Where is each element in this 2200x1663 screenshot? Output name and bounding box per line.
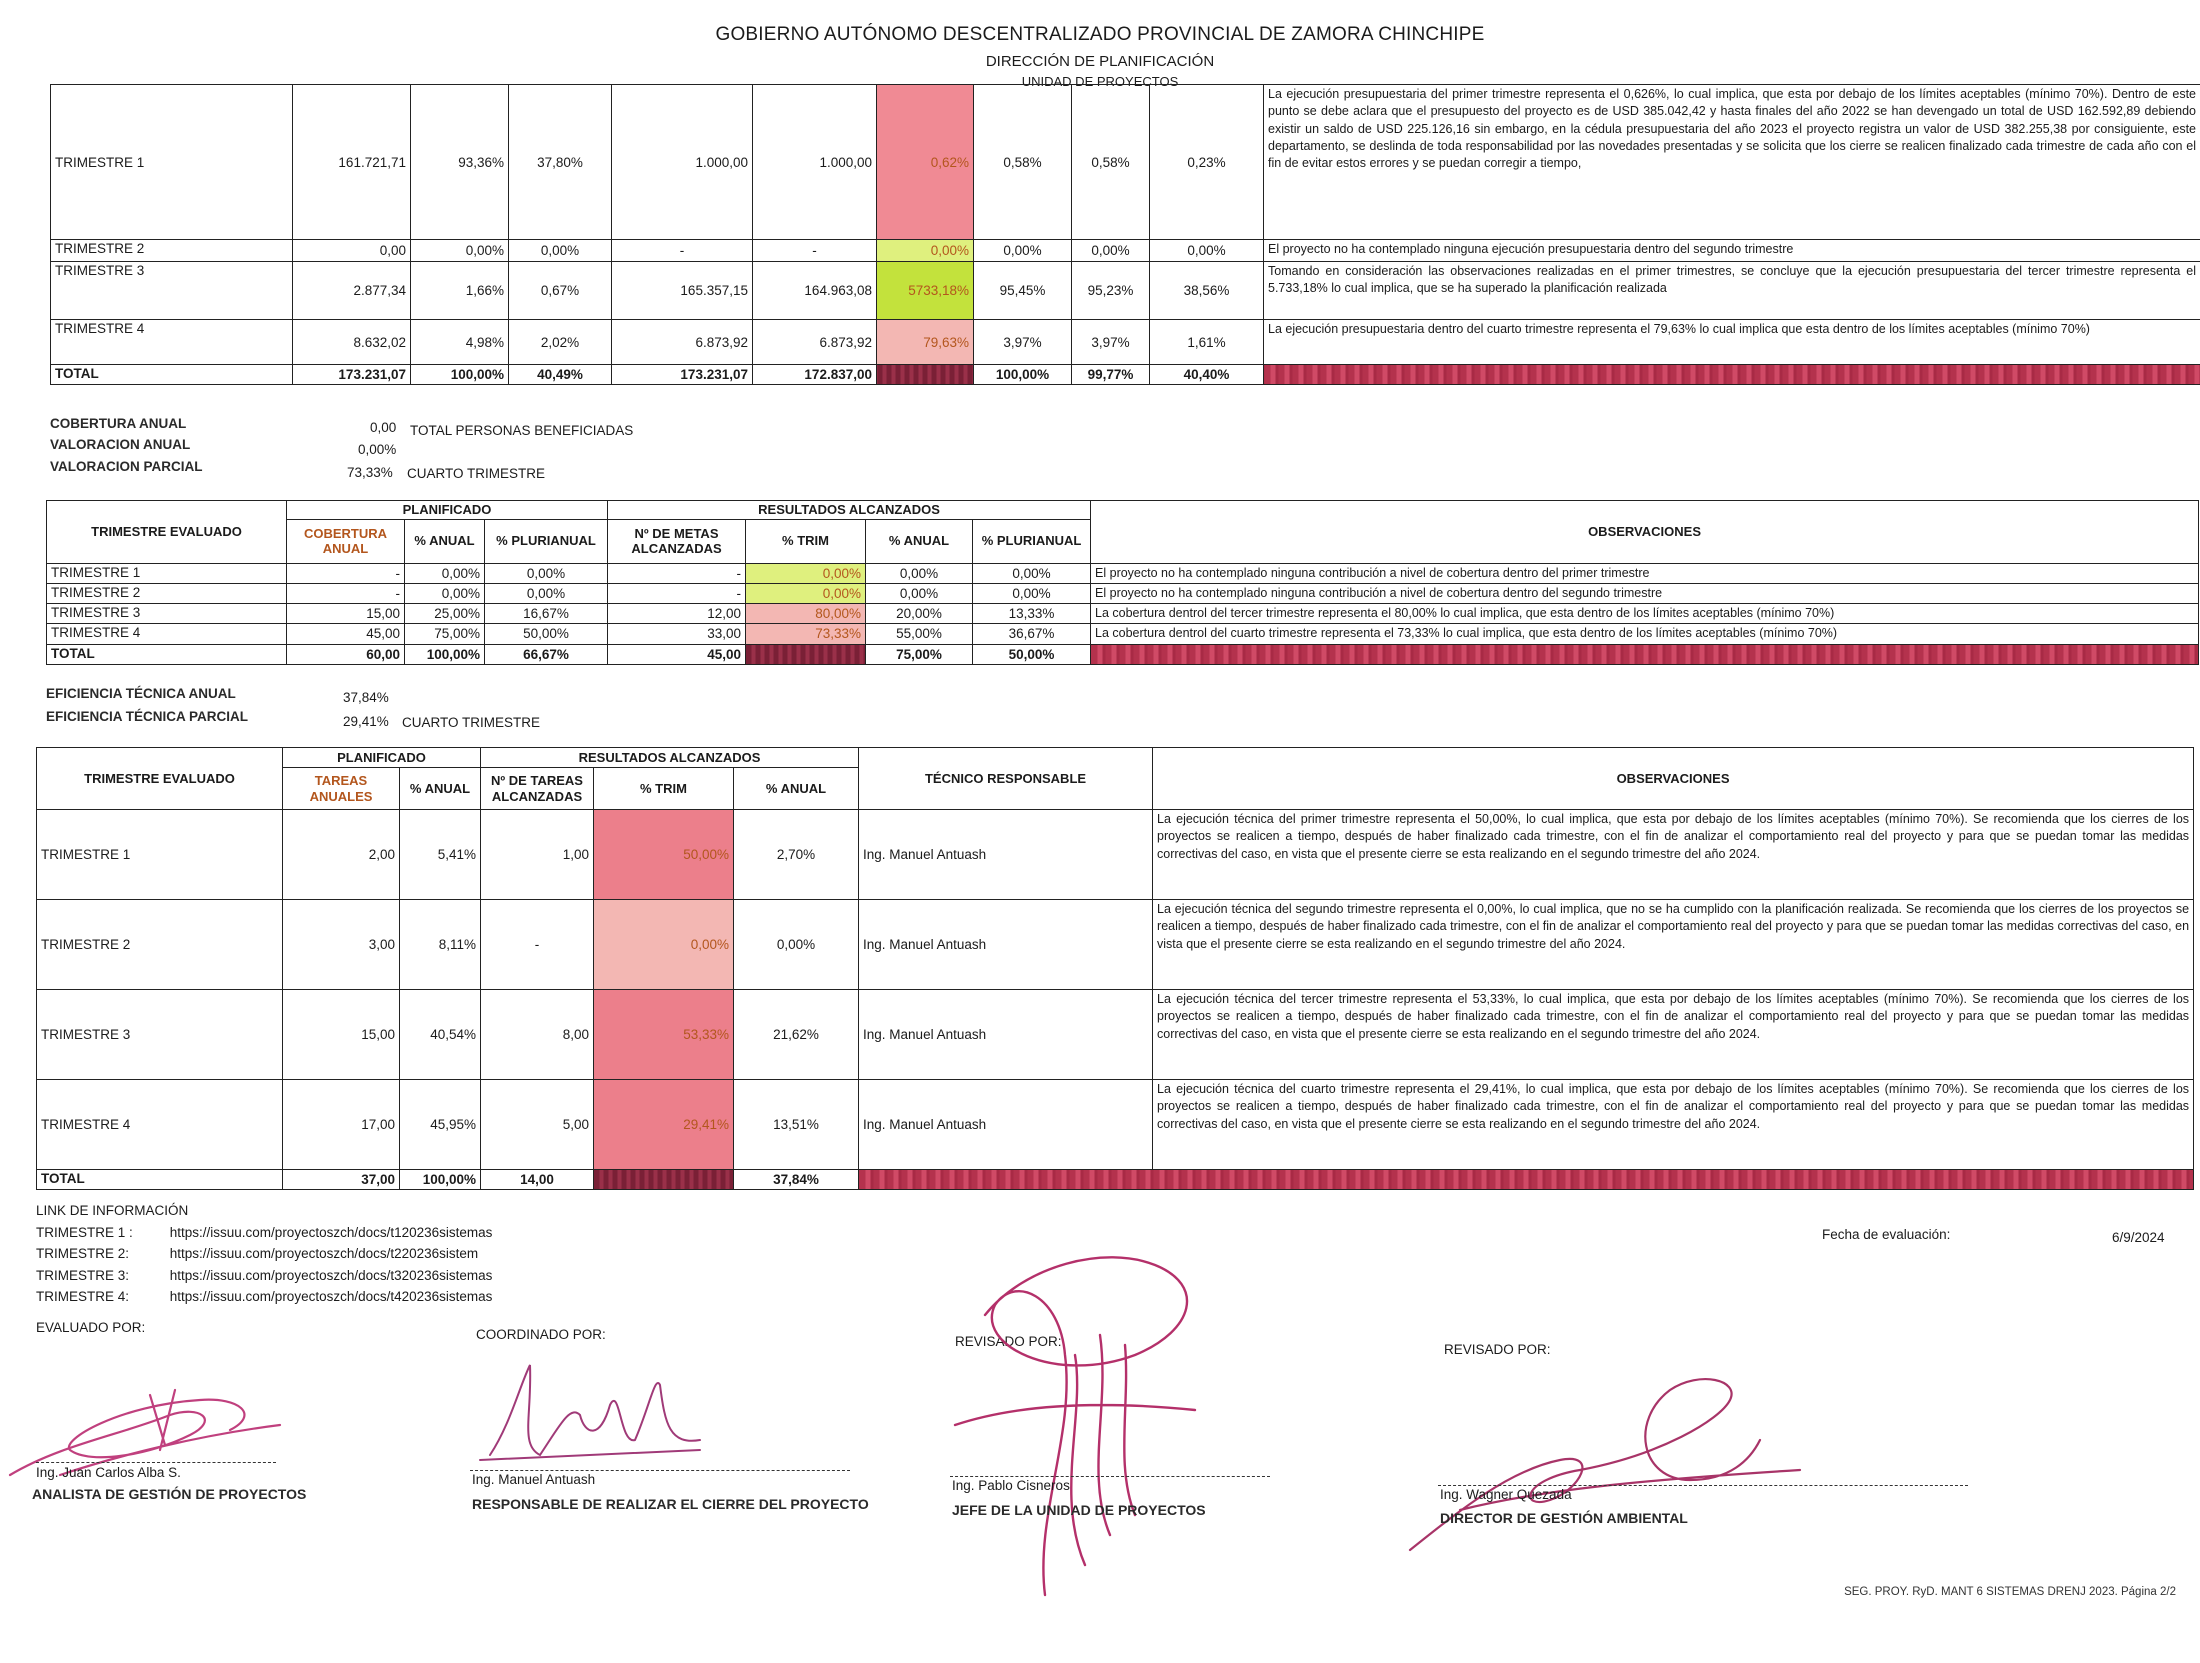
row-label: TRIMESTRE 4 [51, 320, 293, 365]
table-row [37, 810, 2194, 900]
cell: 0,00% [509, 240, 612, 262]
link-row [36, 1286, 492, 1308]
table-row [47, 624, 2199, 644]
page-title: GOBIERNO AUTÓNOMO DESCENTRALIZADO PROVINCIAL DE ZAMORA CHINCHIPE [715, 24, 1485, 45]
cell: 15,00 [287, 604, 405, 624]
cell: 173.231,07 [612, 365, 753, 385]
technical-table [36, 747, 2194, 1190]
table-row [37, 990, 2194, 1080]
cell: 1,00 [481, 810, 594, 900]
cell: 0,00% [1150, 240, 1264, 262]
total-row [37, 1170, 2194, 1190]
cell: 161.721,71 [293, 85, 411, 240]
evaluado-role: ANALISTA DE GESTIÓN DE PROYECTOS [32, 1486, 307, 1502]
status-cell: 5733,18% [877, 262, 974, 320]
link-label: TRIMESTRE 4: [36, 1289, 130, 1304]
links-title: LINK DE INFORMACIÓN [36, 1203, 189, 1218]
links-section [36, 1200, 492, 1308]
cell: 0,00% [485, 583, 608, 603]
page-subtitle: DIRECCIÓN DE PLANIFICACIÓN [985, 53, 1215, 70]
valoracion-parcial-value: 73,33% [347, 465, 393, 480]
cell: 0,00% [866, 563, 973, 583]
cell: 1.000,00 [753, 85, 877, 240]
observation: La cobertura dentrol del tercer trimestre representa el 80,00% lo cual implica, que esta dentro de los límites aceptables (mínimo 70%) [1091, 604, 2199, 624]
group-header: RESULTADOS ALCANZADOS [608, 501, 1091, 520]
signature-line [470, 1470, 850, 1471]
row-label: TOTAL [47, 644, 287, 664]
cell: 100,00% [405, 644, 485, 664]
coordinado-role: RESPONSABLE DE REALIZAR EL CIERRE DEL PROYECTO [472, 1496, 869, 1512]
observation: Tomando en consideración las observaciones realizadas en el primer trimestres, se concluye que la ejecución presupuestaria del tercer trimestre representa el 5.733,18% lo cual implica, que se ha superado la planificación realizada [1264, 262, 2200, 320]
cell: 1,66% [411, 262, 509, 320]
observation: El proyecto no ha contemplado ninguna contribución a nivel de cobertura dentro del primer trimestre [1091, 563, 2199, 583]
evaluado-name: Ing. Juan Carlos Alba S. [36, 1465, 181, 1480]
page-footer: SEG. PROY. RyD. MANT 6 SISTEMAS DRENJ 2023. Página 2/2 [1844, 1586, 2176, 1598]
cell: 5,41% [400, 810, 481, 900]
technician: Ing. Manuel Antuash [859, 1080, 1153, 1170]
col-header: % PLURIANUAL [485, 519, 608, 563]
observation: El proyecto no ha contemplado ninguna contribución a nivel de cobertura dentro del segundo trimestre [1091, 583, 2199, 603]
cell: 3,97% [1072, 320, 1150, 365]
link-row [36, 1265, 492, 1287]
evaluation-date: 6/9/2024 [2112, 1230, 2165, 1245]
table-row [51, 240, 2200, 262]
revisado2-name: Ing. Wagner Quezada [1440, 1487, 1572, 1502]
cell: 100,00% [974, 365, 1072, 385]
table-row [51, 262, 2200, 320]
cell: 8,00 [481, 990, 594, 1080]
status-cell: 53,33% [594, 990, 734, 1080]
col-header: % ANUAL [405, 519, 485, 563]
cell: - [608, 583, 746, 603]
col-header: Nº DE METAS ALCANZADAS [608, 519, 746, 563]
budget-table [50, 84, 2200, 385]
valoracion-parcial-note: CUARTO TRIMESTRE [407, 466, 546, 481]
cell: 0,00% [1072, 240, 1150, 262]
cell: 33,00 [608, 624, 746, 644]
cell: 0,00% [405, 583, 485, 603]
status-cell: 0,00% [746, 563, 866, 583]
group-header: PLANIFICADO [283, 748, 481, 768]
total-row [51, 365, 2200, 385]
technician: Ing. Manuel Antuash [859, 990, 1153, 1080]
cell: 40,49% [509, 365, 612, 385]
row-label: TRIMESTRE 3 [51, 262, 293, 320]
cell: 0,67% [509, 262, 612, 320]
row-label: TRIMESTRE 3 [37, 990, 283, 1080]
row-label: TOTAL [37, 1170, 283, 1190]
cell: 50,00% [973, 644, 1091, 664]
cell: 0,00% [973, 583, 1091, 603]
status-cell: 29,41% [594, 1080, 734, 1170]
col-header: COBERTURA ANUAL [287, 519, 405, 563]
revisado1-label: REVISADO POR: [955, 1334, 1062, 1349]
cell: 99,77% [1072, 365, 1150, 385]
observation: La ejecución presupuestaria del primer trimestre representa el 0,626%, lo cual implica, que esta por debajo de los límites aceptables (mínimo 70%). Dentro de este punto se debe aclara que el presupuesto del proyecto es de USD 385.042,42 y hasta finales del año 2022 se han devengado un total de USD 162.592,89 debiendo existir un saldo de USD 225.126,16 sin embargo, en la cédula presupuestaria del año 2023 el proyecto registra un valor de USD 382.255,38 por consiguiente, este departamento, se deslinda de toda responsabilidad por las novedades presentadas y se solicita que los cierre se realicen finalizado cada trimestre de cada año con el fin de evitar estos errores y se puedan corregir a tiempo, [1264, 85, 2200, 240]
cell: 16,67% [485, 604, 608, 624]
cell: 0,00% [411, 240, 509, 262]
cell: 93,36% [411, 85, 509, 240]
shaded-cell [859, 1170, 2194, 1190]
link-row [36, 1243, 492, 1265]
cell: 3,00 [283, 900, 400, 990]
col-header: % ANUAL [734, 768, 859, 810]
cell: 0,00% [485, 563, 608, 583]
cell: - [612, 240, 753, 262]
cell: 95,45% [974, 262, 1072, 320]
revisado1-name: Ing. Pablo Cisneros [952, 1478, 1070, 1493]
cell: 100,00% [400, 1170, 481, 1190]
signature-revisado1-icon [935, 1235, 1225, 1615]
cell: 100,00% [411, 365, 509, 385]
cell: 8.632,02 [293, 320, 411, 365]
cell: 38,56% [1150, 262, 1264, 320]
cell: 2,02% [509, 320, 612, 365]
cell: 6.873,92 [612, 320, 753, 365]
table-row [37, 900, 2194, 990]
cobertura-value: 0,00 [370, 420, 397, 435]
row-label: TRIMESTRE 1 [51, 85, 293, 240]
total-row [47, 644, 2199, 664]
cell: 0,00 [293, 240, 411, 262]
technician: Ing. Manuel Antuash [859, 900, 1153, 990]
cell: 50,00% [485, 624, 608, 644]
row-label: TOTAL [51, 365, 293, 385]
table-row [47, 604, 2199, 624]
evaluation-date-label: Fecha de evaluación: [1822, 1227, 1951, 1242]
observation: La cobertura dentrol del cuarto trimestre representa el 73,33% lo cual implica, que esta dentro de los límites aceptables (mínimo 70%) [1091, 624, 2199, 644]
status-cell: 0,62% [877, 85, 974, 240]
technician: Ing. Manuel Antuash [859, 810, 1153, 900]
cell: 40,40% [1150, 365, 1264, 385]
table-row [37, 1080, 2194, 1170]
cell: 3,97% [974, 320, 1072, 365]
cell: 37,84% [734, 1170, 859, 1190]
shaded-cell [1091, 644, 2199, 664]
col-header: TÉCNICO RESPONSABLE [859, 748, 1153, 810]
revisado2-role: DIRECTOR DE GESTIÓN AMBIENTAL [1440, 1510, 1688, 1526]
cell: 8,11% [400, 900, 481, 990]
cell: 0,00% [405, 563, 485, 583]
cell: - [287, 583, 405, 603]
cell: - [608, 563, 746, 583]
shaded-cell [1264, 365, 2200, 385]
col-header: OBSERVACIONES [1153, 748, 2194, 810]
shaded-cell [594, 1170, 734, 1190]
link-url[interactable]: https://issuu.com/proyectoszch/docs/t420236sistemas [169, 1289, 493, 1304]
cell: 37,00 [283, 1170, 400, 1190]
cell: 165.357,15 [612, 262, 753, 320]
cell: 12,00 [608, 604, 746, 624]
link-label: TRIMESTRE 3: [36, 1267, 130, 1283]
col-header: TRIMESTRE EVALUADO [47, 501, 287, 564]
col-header: % ANUAL [400, 768, 481, 810]
row-label: TRIMESTRE 2 [51, 240, 293, 262]
col-header: TAREAS ANUALES [283, 768, 400, 810]
cell: 75,00% [405, 624, 485, 644]
col-header: TRIMESTRE EVALUADO [37, 748, 283, 810]
revisado2-label: REVISADO POR: [1444, 1342, 1551, 1357]
cell: 37,80% [509, 85, 612, 240]
status-cell: 0,00% [594, 900, 734, 990]
cell: 20,00% [866, 604, 973, 624]
cell: 6.873,92 [753, 320, 877, 365]
cell: 55,00% [866, 624, 973, 644]
cell: 4,98% [411, 320, 509, 365]
link-url[interactable]: https://issuu.com/proyectoszch/docs/t320236sistemas [169, 1267, 493, 1283]
cell: - [753, 240, 877, 262]
observation: La ejecución técnica del cuarto trimestre representa el 29,41%, lo cual implica, que esta por debajo de los límites aceptables (mínimo 70%). Se recomienda que los cierres de los proyectos se realicen a tiempo, después de haber finalizado cada trimestre, con el fin de analizar el comportamiento real del proyecto y para que se puedan tomar las medidas correctivas del caso, en vista que el presente cierre se esta realizando en el segundo trimestre del año 2024. [1153, 1080, 2194, 1170]
link-row [36, 1222, 492, 1244]
cell: - [481, 900, 594, 990]
link-label: TRIMESTRE 1 : [36, 1224, 133, 1240]
cell: 25,00% [405, 604, 485, 624]
cell: 45,95% [400, 1080, 481, 1170]
row-label: TRIMESTRE 4 [37, 1080, 283, 1170]
cell: 15,00 [283, 990, 400, 1080]
signature-line [1438, 1485, 1968, 1486]
signature-coordinado-icon [470, 1345, 710, 1480]
cell: 0,23% [1150, 85, 1264, 240]
shaded-cell [877, 365, 974, 385]
link-url[interactable]: https://issuu.com/proyectoszch/docs/t220236sistem [169, 1246, 479, 1261]
table-row [47, 563, 2199, 583]
cell: 0,00% [734, 900, 859, 990]
col-header: % PLURIANUAL [973, 519, 1091, 563]
cell: 21,62% [734, 990, 859, 1080]
cell: 13,33% [973, 604, 1091, 624]
cell: 13,51% [734, 1080, 859, 1170]
row-label: TRIMESTRE 2 [37, 900, 283, 990]
status-cell: 80,00% [746, 604, 866, 624]
eficiencia-anual-label: EFICIENCIA TÉCNICA ANUAL [46, 686, 236, 701]
evaluado-label: EVALUADO POR: [36, 1320, 146, 1335]
eficiencia-parcial-value: 29,41% [343, 714, 389, 729]
group-header: PLANIFICADO [287, 501, 608, 520]
col-header: % TRIM [594, 768, 734, 810]
cobertura-note: TOTAL PERSONAS BENEFICIADAS [410, 423, 634, 438]
status-cell: 79,63% [877, 320, 974, 365]
signature-line [950, 1476, 1270, 1477]
row-label: TRIMESTRE 3 [47, 604, 287, 624]
col-header: % ANUAL [866, 519, 973, 563]
cell: 36,67% [973, 624, 1091, 644]
coordinado-label: COORDINADO POR: [476, 1327, 606, 1342]
eficiencia-parcial-label: EFICIENCIA TÉCNICA PARCIAL [46, 709, 248, 724]
valoracion-anual-value: 0,00% [358, 442, 397, 457]
cell: 1,61% [1150, 320, 1264, 365]
cell: 2,70% [734, 810, 859, 900]
cell: 45,00 [287, 624, 405, 644]
cell: 0,58% [974, 85, 1072, 240]
cell: 40,54% [400, 990, 481, 1080]
cell: 164.963,08 [753, 262, 877, 320]
cell: 45,00 [608, 644, 746, 664]
cell: 66,67% [485, 644, 608, 664]
coordinado-name: Ing. Manuel Antuash [472, 1472, 596, 1487]
col-header: % TRIM [746, 519, 866, 563]
group-header: RESULTADOS ALCANZADOS [481, 748, 859, 768]
table-row [47, 583, 2199, 603]
revisado1-role: JEFE DE LA UNIDAD DE PROYECTOS [952, 1502, 1206, 1518]
row-label: TRIMESTRE 1 [37, 810, 283, 900]
page-unit: UNIDAD DE PROYECTOS [1021, 74, 1179, 89]
observation: La ejecución técnica del tercer trimestre representa el 53,33%, lo cual implica, que esta por debajo de los límites aceptables (mínimo 70%). Se recomienda que los cierres de los proyectos se realicen a tiempo, después de haber finalizado cada trimestre, con el fin de analizar el comportamiento real del proyecto y para que se puedan tomar las medidas correctivas del caso, en vista que el presente cierre se esta realizando en el segundo trimestre del año 2024. [1153, 990, 2194, 1080]
cell: 172.837,00 [753, 365, 877, 385]
table-row [51, 85, 2200, 240]
status-cell: 0,00% [746, 583, 866, 603]
observation: El proyecto no ha contemplado ninguna ejecución presupuestaria dentro del segundo trimestre [1264, 240, 2200, 262]
link-url[interactable]: https://issuu.com/proyectoszch/docs/t120236sistemas [169, 1224, 493, 1240]
cell: 173.231,07 [293, 365, 411, 385]
cell: 0,00% [974, 240, 1072, 262]
cell: 2.877,34 [293, 262, 411, 320]
cell: 95,23% [1072, 262, 1150, 320]
row-label: TRIMESTRE 4 [47, 624, 287, 644]
cell: 1.000,00 [612, 85, 753, 240]
row-label: TRIMESTRE 2 [47, 583, 287, 603]
table-row [51, 320, 2200, 365]
observation: La ejecución técnica del segundo trimestre representa el 0,00%, lo cual implica, que no se ha cumplido con la planificación realizada. Se recomienda que los cierres de los proyectos se realicen a tiempo, después de haber finalizado cada trimestre, con el fin de analizar el comportamiento real del proyecto y para que se puedan tomar las medidas correctivas del caso, en vista que el presente cierre se esta realizando en el segundo trimestre del año 2024. [1153, 900, 2194, 990]
cell: 75,00% [866, 644, 973, 664]
col-header: OBSERVACIONES [1091, 501, 2199, 564]
cell: 60,00 [287, 644, 405, 664]
col-header: Nº DE TAREAS ALCANZADAS [481, 768, 594, 810]
cell: 0,58% [1072, 85, 1150, 240]
cobertura-label: COBERTURA ANUAL [50, 416, 187, 431]
eficiencia-parcial-note: CUARTO TRIMESTRE [402, 715, 541, 730]
valoracion-anual-label: VALORACION ANUAL [50, 437, 191, 452]
cell: 0,00% [866, 583, 973, 603]
cell: 2,00 [283, 810, 400, 900]
observation: La ejecución técnica del primer trimestre representa el 50,00%, lo cual implica, que esta por debajo de los límites aceptables (mínimo 70%). Se recomienda que los cierres de los proyectos se realicen a tiempo, después de haber finalizado cada trimestre, con el fin de analizar el comportamiento real del proyecto y para que se puedan tomar las medidas correctivas del caso, en vista que el presente cierre se esta realizando en el segundo trimestre del año 2024. [1153, 810, 2194, 900]
cell: 17,00 [283, 1080, 400, 1170]
signature-revisado2-icon [1400, 1360, 1820, 1560]
status-cell: 50,00% [594, 810, 734, 900]
eficiencia-anual-value: 37,84% [343, 690, 389, 705]
cell: 0,00% [973, 563, 1091, 583]
coverage-table [46, 500, 2199, 665]
valoracion-parcial-label: VALORACION PARCIAL [50, 459, 203, 474]
row-label: TRIMESTRE 1 [47, 563, 287, 583]
cell: 5,00 [481, 1080, 594, 1170]
signature-line [36, 1462, 276, 1463]
cell: 14,00 [481, 1170, 594, 1190]
status-cell: 73,33% [746, 624, 866, 644]
cell: - [287, 563, 405, 583]
link-label: TRIMESTRE 2: [36, 1246, 130, 1261]
shaded-cell [746, 644, 866, 664]
status-cell: 0,00% [877, 240, 974, 262]
observation: La ejecución presupuestaria dentro del cuarto trimestre representa el 79,63% lo cual implica que esta dentro de los límites aceptables (mínimo 70%) [1264, 320, 2200, 365]
